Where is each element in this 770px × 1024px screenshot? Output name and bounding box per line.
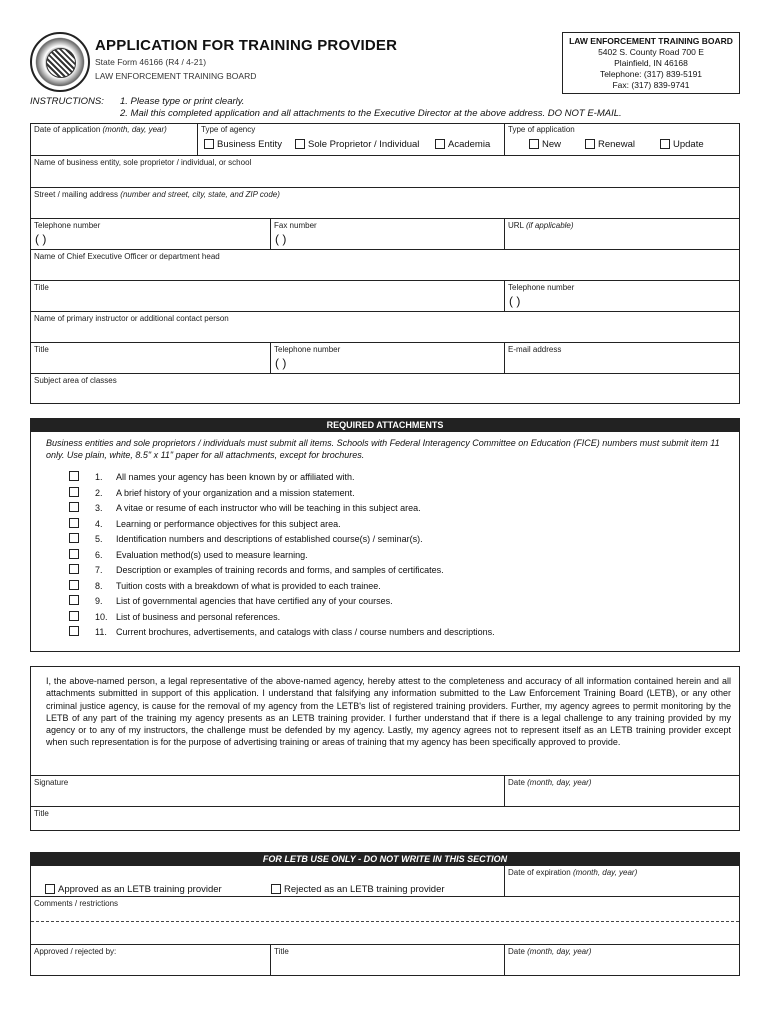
instruction-2: 2. Mail this completed application and all attachments to the Executive Director at the above address. DO NOT E-MAIL. <box>120 108 622 119</box>
business-entity-option[interactable] <box>204 139 282 150</box>
subject-label: Subject area of classes <box>34 376 117 385</box>
agency-address-box <box>562 32 740 94</box>
attachment-text: List of governmental agencies that have certified any of your courses. <box>116 596 393 606</box>
instructions-label: INSTRUCTIONS: <box>30 96 104 107</box>
agency-fax: Fax: (317) 839-9741 <box>612 80 690 90</box>
attachment-number: 7. <box>95 565 103 575</box>
checkbox-icon[interactable] <box>69 611 79 621</box>
checkbox-icon[interactable] <box>69 595 79 605</box>
instructor-title-field[interactable] <box>31 343 270 373</box>
attachment-text: A brief history of your organization and a mission statement. <box>116 487 355 498</box>
renewal-option[interactable] <box>585 139 635 150</box>
date-label: Date <box>508 778 525 787</box>
expiration-date-field[interactable] <box>504 866 740 896</box>
title-label: Title <box>274 947 289 956</box>
agency-type-field <box>197 123 504 155</box>
attachment-number: 1. <box>95 472 103 482</box>
sole-proprietor-label: Sole Proprietor / Individual <box>308 139 420 150</box>
agency-phone: Telephone: (317) 839-5191 <box>599 69 703 79</box>
comments-field[interactable] <box>31 896 739 944</box>
update-label: Update <box>673 139 704 150</box>
attachment-number: 5. <box>95 534 103 544</box>
update-option[interactable] <box>660 139 704 150</box>
form-number: State Form 46166 (R4 / 4-21) <box>95 57 207 67</box>
instructor-telephone-field[interactable] <box>270 343 504 373</box>
application-type-label: Type of application <box>508 125 575 134</box>
new-label: New <box>542 139 562 150</box>
url-field[interactable] <box>504 219 740 249</box>
checkbox-icon[interactable] <box>45 884 55 894</box>
ceo-telephone-field[interactable] <box>504 281 740 311</box>
approved-by-field[interactable] <box>31 945 270 976</box>
attachment-text: Learning or performance objectives for this subject area. <box>116 518 341 529</box>
ceo-name-field[interactable] <box>31 249 739 280</box>
rejected-option[interactable] <box>271 884 445 895</box>
office-heading: FOR LETB USE ONLY - DO NOT WRITE IN THIS SECTION <box>31 853 739 866</box>
checkbox-icon[interactable] <box>69 518 79 528</box>
ceo-title-field[interactable] <box>31 281 504 311</box>
form-title: APPLICATION FOR TRAINING PROVIDER <box>95 37 398 54</box>
attachment-number: 4. <box>95 518 103 529</box>
url-hint: (if applicable) <box>525 221 574 230</box>
street-label: Street / mailing address <box>34 190 119 199</box>
signature-date-field[interactable] <box>504 776 740 806</box>
telephone-label: Telephone number <box>508 283 575 292</box>
row-title-phone <box>31 280 739 311</box>
business-entity-label: Business Entity <box>217 139 282 150</box>
business-name-label: Name of business entity, sole proprietor / individual, or school <box>34 158 252 167</box>
telephone-label: Telephone number <box>34 221 101 230</box>
attachment-number: 11. <box>95 627 107 637</box>
attachment-text: Current brochures, advertisements, and catalogs with class / course numbers and descriptions. <box>116 627 495 637</box>
certification-section <box>30 666 740 831</box>
checkbox-icon[interactable] <box>295 139 305 149</box>
instruction-1: 1. Please type or print clearly. <box>120 96 245 107</box>
date-application-hint: (month, day, year) <box>102 125 167 134</box>
title-label: Title <box>34 283 49 292</box>
attachment-number: 8. <box>95 580 103 591</box>
checkbox-icon[interactable] <box>69 580 79 590</box>
row-title-phone-email <box>31 342 739 373</box>
approved-option[interactable] <box>45 884 222 895</box>
title-label: Title <box>34 809 49 818</box>
agency-line: LAW ENFORCEMENT TRAINING BOARD <box>95 71 257 81</box>
checkbox-icon[interactable] <box>69 502 79 512</box>
instructor-name-field[interactable] <box>31 311 739 342</box>
checkbox-icon[interactable] <box>204 139 214 149</box>
academia-option[interactable] <box>435 139 490 150</box>
attachment-number: 3. <box>95 503 103 513</box>
checkbox-icon[interactable] <box>529 139 539 149</box>
telephone-field[interactable] <box>31 219 270 249</box>
sole-proprietor-option[interactable] <box>295 139 419 150</box>
agency-address2: Plainfield, IN 46168 <box>614 58 688 68</box>
attachments-intro: Business entities and sole proprietors / individuals must submit all items. Schools with Federal Interagency Committee on Education (FICE) numbers must submit item 11 only. Use plain, white, 8.5" x 11" paper for all attachments, except for brochures. <box>46 438 720 460</box>
attachment-text: Identification numbers and descriptions of established course(s) / seminar(s). <box>116 534 423 544</box>
instructor-name-label: Name of primary instructor or additional contact person <box>34 314 229 323</box>
date-hint: (month, day, year) <box>527 947 592 956</box>
area-code-paren: ( ) <box>275 232 287 246</box>
attachment-number: 10. <box>95 611 108 622</box>
renewal-label: Renewal <box>598 139 635 150</box>
state-seal-logo <box>30 32 90 92</box>
approved-by-label: Approved / rejected by: <box>34 947 117 956</box>
date-hint: (month, day, year) <box>527 778 592 787</box>
checkbox-icon[interactable] <box>69 487 79 497</box>
dashed-divider <box>31 921 739 922</box>
business-name-field[interactable] <box>31 155 739 187</box>
applicant-form <box>30 123 740 404</box>
subject-area-field[interactable] <box>31 373 739 404</box>
application-type-field <box>504 123 740 155</box>
row-approval <box>31 866 739 896</box>
approver-title-field[interactable] <box>270 945 504 976</box>
checkbox-icon[interactable] <box>69 564 79 574</box>
attachment-text: List of business and personal references. <box>116 611 281 622</box>
street-address-field[interactable] <box>31 187 739 218</box>
new-option[interactable] <box>529 139 561 150</box>
agency-name: LAW ENFORCEMENT TRAINING BOARD <box>569 36 733 46</box>
instructions <box>30 96 622 119</box>
attachment-number: 6. <box>95 549 103 560</box>
approval-date-field[interactable] <box>504 945 740 976</box>
attachment-text: All names your agency has been known by or affiliated with. <box>116 472 355 482</box>
row-phone-fax-url <box>31 218 739 249</box>
attachment-number: 9. <box>95 596 103 606</box>
area-code-paren: ( ) <box>275 356 287 370</box>
checkbox-icon[interactable] <box>435 139 445 149</box>
agency-address1: 5402 S. County Road 700 E <box>598 47 704 57</box>
approved-label: Approved as an LETB training provider <box>58 884 222 895</box>
date-application-field[interactable] <box>31 123 197 155</box>
area-code-paren: ( ) <box>509 294 521 308</box>
checkbox-icon[interactable] <box>69 471 79 481</box>
url-label: URL <box>508 221 524 230</box>
expiration-label: Date of expiration <box>508 868 571 877</box>
date-application-label: Date of application <box>34 125 101 134</box>
checkbox-icon[interactable] <box>271 884 281 894</box>
attachment-text: Tuition costs with a breakdown of what is provided to each trainee. <box>116 580 381 591</box>
email-label: E-mail address <box>508 345 562 354</box>
checkbox-icon[interactable] <box>585 139 595 149</box>
title-label: Title <box>34 345 49 354</box>
signer-title-field[interactable] <box>31 806 739 831</box>
attachment-number: 2. <box>95 487 103 498</box>
checkbox-icon[interactable] <box>69 626 79 636</box>
street-hint: (number and street, city, state, and ZIP code) <box>120 190 280 199</box>
row-approver <box>31 944 739 976</box>
email-field[interactable] <box>504 343 740 373</box>
agency-type-label: Type of agency <box>201 125 256 134</box>
certification-text: I, the above-named person, a legal representative of the above-named agency, hereby attest to the completeness and accuracy of all information contained herein and all attachments submitted in support of this application. I understand that falsifying any information submitted to the Law Enforcement Training Board (LETB), or any other criminal justice agency, is cause for the removal of my agency from the LETB's list of registered training providers. Further, my agency agrees to permit monitoring by the LETB of any part of the training my agency presents as an LETB training provider. I further understand that if there is a legal challenge to any training provided by my agency or to any of my instructors, the challenge must be defended by my agency. Lastly, my agency agrees not to represent itself as an LETB training provider except when such representation is for the purpose of advertising training or areas of training that my agency has been specifically approved to provide. <box>46 676 731 748</box>
fax-label: Fax number <box>274 221 317 230</box>
checkbox-icon[interactable] <box>69 549 79 559</box>
signature-field[interactable] <box>31 776 504 806</box>
academia-label: Academia <box>448 139 491 150</box>
ceo-name-label: Name of Chief Executive Officer or department head <box>34 252 220 261</box>
signature-label: Signature <box>34 778 69 787</box>
area-code-paren: ( ) <box>35 232 47 246</box>
attachment-text: A vitae or resume of each instructor who will be teaching in this subject area. <box>116 503 421 513</box>
date-label: Date <box>508 947 525 956</box>
comments-label: Comments / restrictions <box>34 899 119 908</box>
checkbox-icon[interactable] <box>660 139 670 149</box>
row-signature-date <box>31 775 739 806</box>
row-dates-types <box>31 123 739 155</box>
checkbox-icon[interactable] <box>69 533 79 543</box>
approval-options <box>31 866 504 896</box>
fax-field[interactable] <box>270 219 504 249</box>
attachment-text: Evaluation method(s) used to measure learning. <box>116 549 308 560</box>
rejected-label: Rejected as an LETB training provider <box>284 884 445 895</box>
required-attachments-section <box>30 418 740 652</box>
telephone-label: Telephone number <box>274 345 341 354</box>
attachments-heading: REQUIRED ATTACHMENTS <box>31 419 739 432</box>
attachment-text: Description or examples of training records and forms, and samples of certificates. <box>116 565 444 575</box>
office-use-section <box>30 852 740 976</box>
expiration-hint: (month, day, year) <box>572 868 638 877</box>
